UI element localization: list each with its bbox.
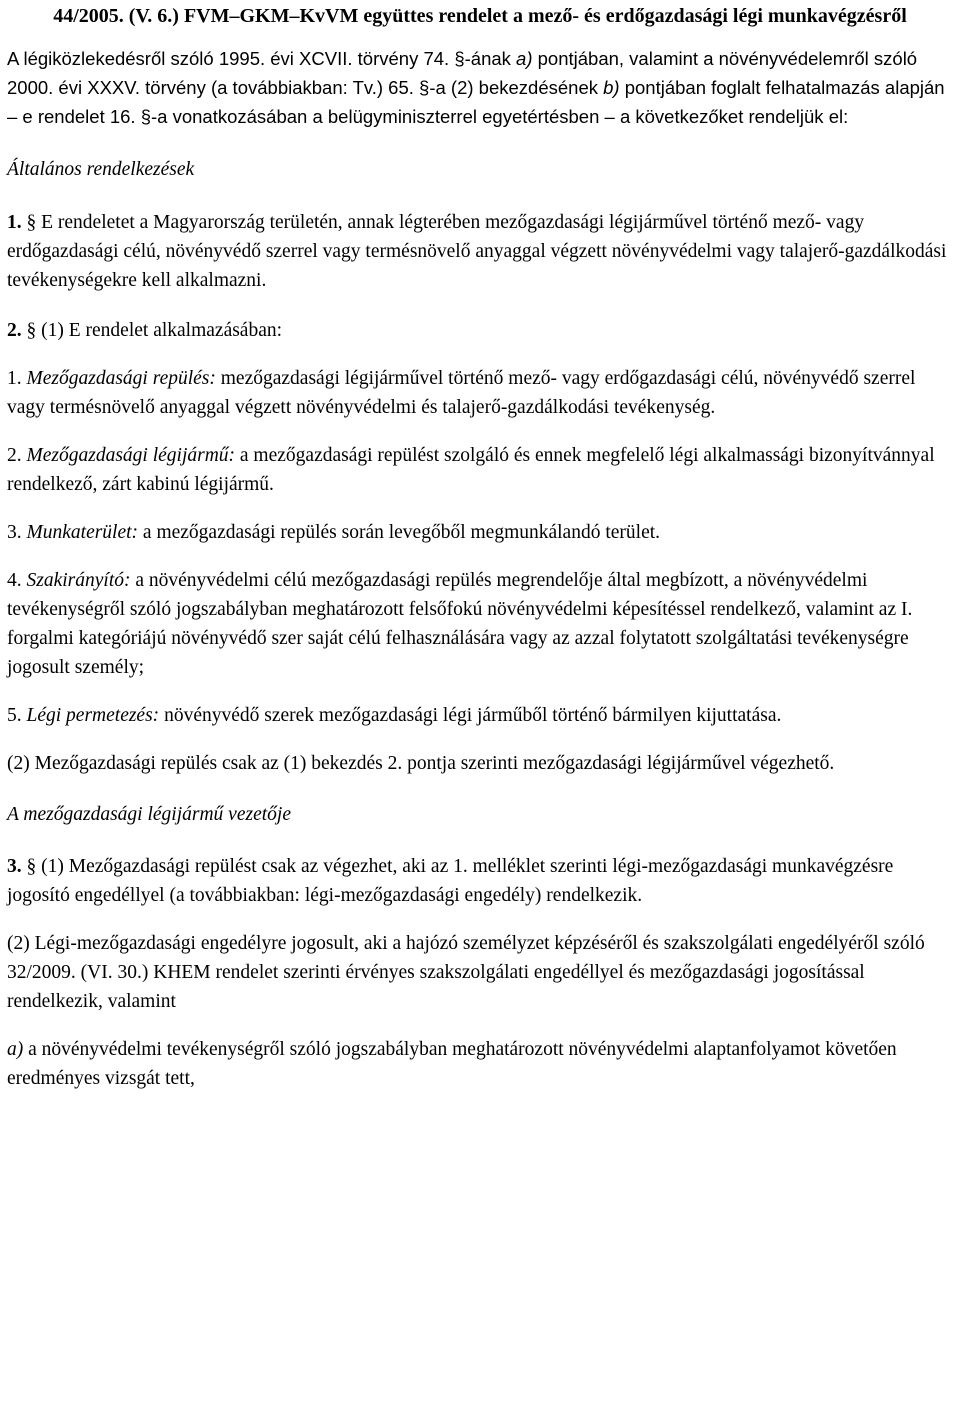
section-1 (7, 208, 953, 295)
section-text: § E rendeletet a Magyarország területén, annak légterében mezőgazdasági légijárművel történő mező- vagy erdőgazdasági célú, növényvédő szerrel vagy termésnövelő anyaggal végzett növényvédelmi vagy talajerő-gazdálkodási tevékenységekre kell alkalmazni. (7, 212, 947, 291)
definition-item (7, 518, 953, 547)
preamble-text: pontjában foglalt felhatalmazás alapján – e rendelet 16. §-a vonatkozásában a belügyminiszterrel egyetértésben – a következőket rendeljük el: (7, 77, 945, 127)
definition-term: Szakirányító: (26, 570, 131, 591)
section-2 (7, 316, 953, 345)
definition-text: a növényvédelmi célú mezőgazdasági repülés megrendelője által megbízott, a növényvédelmi tevékenységről szóló jogszabályban meghatározott felsőfokú növényvédelmi képesítéssel rendelkező, valamint az I. forgalmi kategóriájú növényvédő szer saját célú felhasználására vagy az azzal folytatott szolgáltatási tevékenységre jogosult személy; (7, 570, 913, 678)
definition-term: Légi permetezés: (26, 705, 160, 726)
section-3 (7, 852, 953, 910)
definition-text: a mezőgazdasági repülést szolgáló és ennek megfelelő légi alkalmassági bizonyítvánnyal rendelkező, zárt kabinú légijármű. (7, 445, 935, 495)
definition-item (7, 441, 953, 499)
preamble-ref-b: b) (603, 77, 620, 98)
heading-general-provisions: Általános rendelkezések (7, 159, 195, 180)
definition-item (7, 701, 953, 730)
point-label: a) (7, 1039, 24, 1060)
section-number: 3. (7, 856, 22, 877)
section-3-point-a (7, 1035, 953, 1093)
section-text: § (1) E rendelet alkalmazásában: (21, 320, 283, 341)
section-3-paragraph-2: (2) Légi-mezőgazdasági engedélyre jogosult, aki a hajózó személyzet képzéséről és szakszolgálati engedélyéről szóló 32/2009. (VI. 30.) KHEM rendelet szerinti érvényes szakszolgálati engedéllyel és mezőgazdasági jogosítással rendelkezik, valamint (7, 933, 925, 1012)
definition-text: a mezőgazdasági repülés során levegőből megmunkálandó terület. (138, 522, 661, 543)
definition-term: Munkaterület: (26, 522, 139, 543)
section-2-paragraph-2: (2) Mezőgazdasági repülés csak az (1) bekezdés 2. pontja szerinti mezőgazdasági légijárművel végezhető. (7, 753, 835, 774)
heading-pilot: A mezőgazdasági légijármű vezetője (7, 804, 291, 825)
preamble-text: pontjában, valamint a növényvédelemről szóló 2000. évi XXXV. törvény (a továbbiakban: Tv.) 65. §-a (2) bekezdésének (7, 48, 918, 98)
document-title: 44/2005. (V. 6.) FVM–GKM–KvVM együttes rendelet a mező- és erdőgazdasági légi munkavégzésről (53, 5, 907, 27)
section-text: § (1) Mezőgazdasági repülést csak az végezhet, aki az 1. melléklet szerinti légi-mezőgazdasági munkavégzésre jogosító engedéllyel (a továbbiakban: légi-mezőgazdasági engedély) rendelkezik. (7, 856, 894, 906)
point-text: a növényvédelmi tevékenységről szóló jogszabályban meghatározott növényvédelmi alaptanfolyamot követően eredményes vizsgát tett, (7, 1039, 897, 1089)
document-page (7, 0, 953, 1093)
definition-text: növényvédő szerek mezőgazdasági légi járműből történő bármilyen kijuttatása. (159, 705, 782, 726)
preamble-ref-a: a) (516, 48, 533, 69)
section-number: 1. (7, 212, 22, 233)
definition-number: 1. (7, 368, 27, 389)
definition-term: Mezőgazdasági repülés: (26, 368, 216, 389)
definition-item (7, 364, 953, 422)
definition-number: 2. (7, 445, 27, 466)
preamble (7, 44, 953, 131)
definition-text: mezőgazdasági légijárművel történő mező- vagy erdőgazdasági célú, növényvédő szerrel vagy termésnövelő anyaggal végzett növényvédelmi és talajerő-gazdálkodási tevékenység. (7, 368, 916, 418)
preamble-text: A légiközlekedésről szóló 1995. évi XCVII. törvény 74. §-ának (7, 48, 517, 69)
definition-term: Mezőgazdasági légijármű: (26, 445, 236, 466)
section-number: 2. (7, 320, 22, 341)
definition-number: 5. (7, 705, 27, 726)
definition-number: 3. (7, 522, 27, 543)
definition-number: 4. (7, 570, 27, 591)
definition-item (7, 566, 953, 682)
